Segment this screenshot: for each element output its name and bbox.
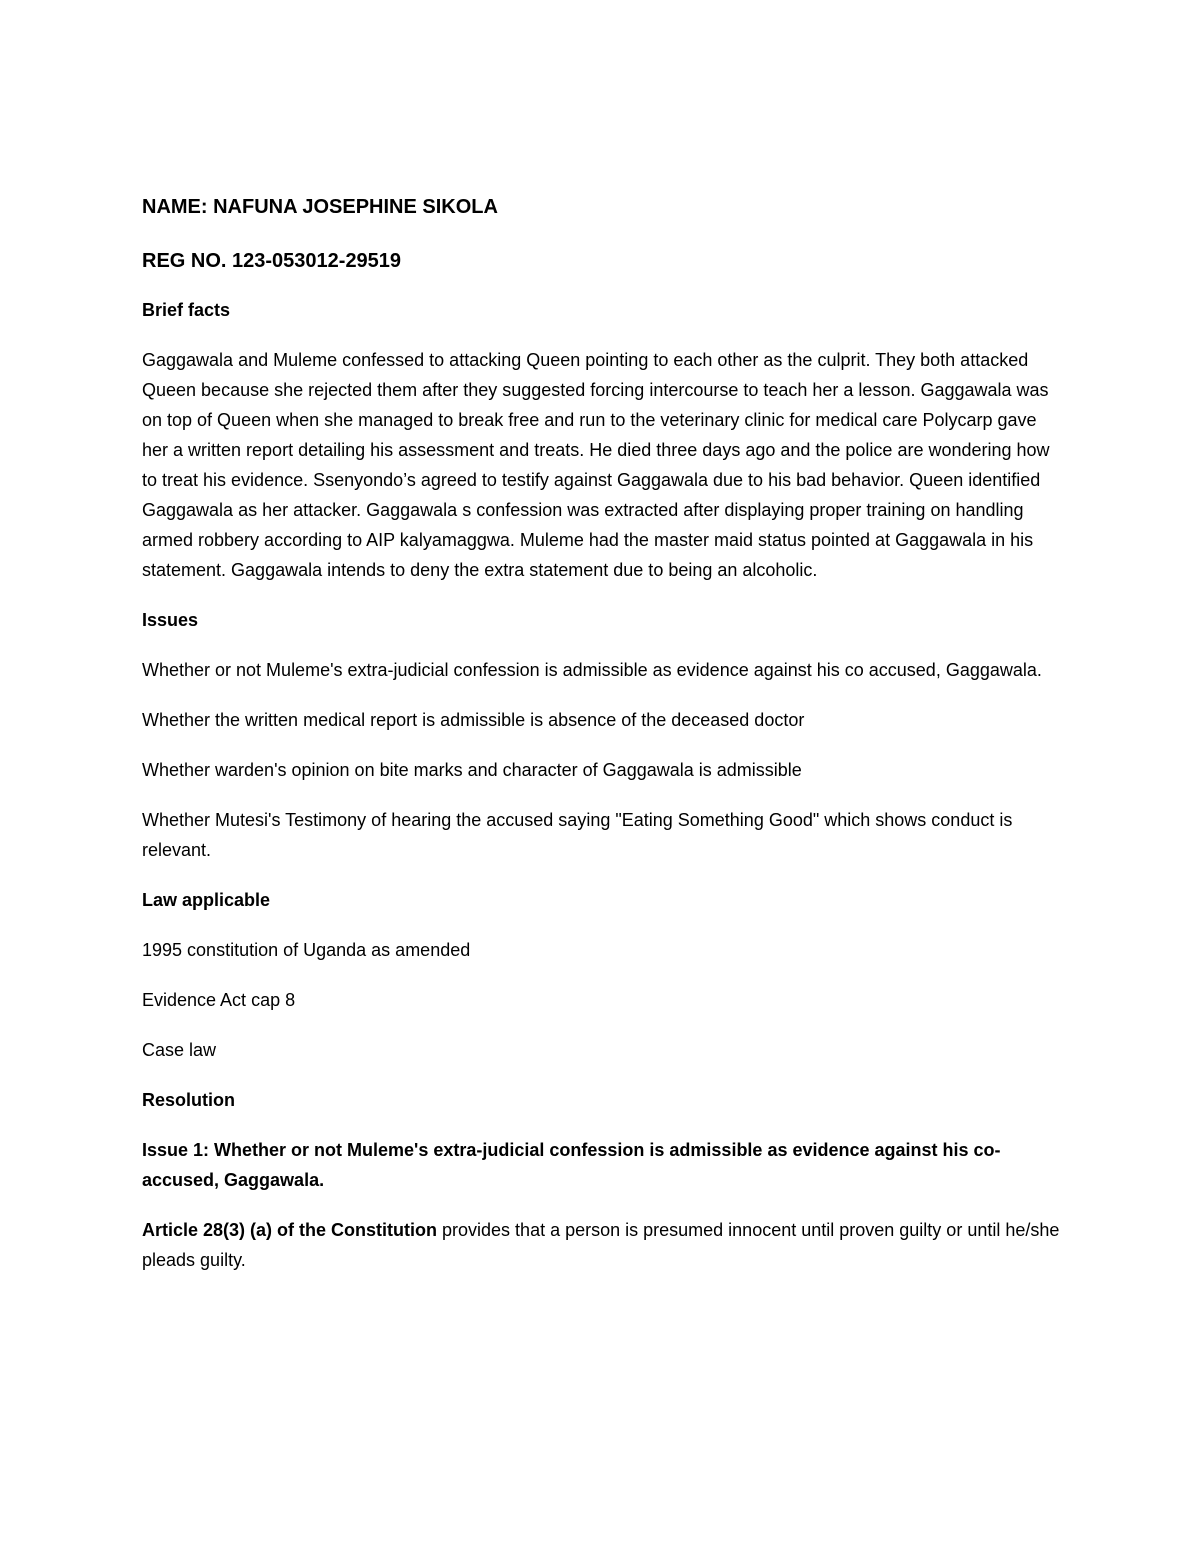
student-name: NAME: NAFUNA JOSEPHINE SIKOLA: [142, 196, 498, 218]
article-reference: Article 28(3) (a) of the Constitution: [142, 1220, 438, 1240]
law-item: 1995 constitution of Uganda as amended: [142, 940, 471, 960]
brief-facts-body: Gaggawala and Muleme confessed to attacking Queen pointing to each other as the culprit. They both attacked Queen because she rejected them after they suggested forcing intercourse to teach her a lesson. Gaggawala was on top of Queen when she managed to break free and run to the veterinary clinic for medical care Polycarp gave her a written report detailing his assessment and treats. He died three days ago and the police are wondering how to treat his evidence. Ssenyondo’s agreed to testify against Gaggawala due to his bad behavior. Queen identified Gaggawala as her attacker. Gaggawala s confession was extracted after displaying proper training on handling armed robbery according to AIP kalyamaggwa. Muleme had the master maid status pointed at Gaggawala in his statement. Gaggawala intends to deny the extra statement due to being an alcoholic.: [142, 350, 1050, 580]
issue-item: Whether warden's opinion on bite marks and character of Gaggawala is admissible: [142, 760, 802, 780]
document-content: [142, 193, 1067, 1295]
article-paragraph: [142, 1215, 1067, 1275]
law-applicable-heading: Law applicable: [142, 890, 271, 910]
brief-facts-heading: Brief facts: [142, 300, 231, 320]
resolution-heading: Resolution: [142, 1090, 235, 1110]
issue-item: Whether Mutesi's Testimony of hearing the accused saying "Eating Something Good" which shows conduct is relevant.: [142, 810, 1013, 860]
issues-heading: Issues: [142, 610, 199, 630]
law-item: Case law: [142, 1040, 217, 1060]
issue-item: Whether the written medical report is admissible is absence of the deceased doctor: [142, 710, 805, 730]
article-text: provides that a person is presumed innocent until proven guilty or until he/she pleads guilty.: [142, 1220, 1060, 1270]
issue-1-title: Issue 1: Whether or not Muleme's extra-judicial confession is admissible as evidence against his co-accused, Gaggawala.: [142, 1140, 1001, 1190]
issue-item: Whether or not Muleme's extra-judicial confession is admissible as evidence against his co accused, Gaggawala.: [142, 660, 1042, 680]
law-item: Evidence Act cap 8: [142, 990, 296, 1010]
registration-number: REG NO. 123-053012-29519: [142, 250, 402, 272]
